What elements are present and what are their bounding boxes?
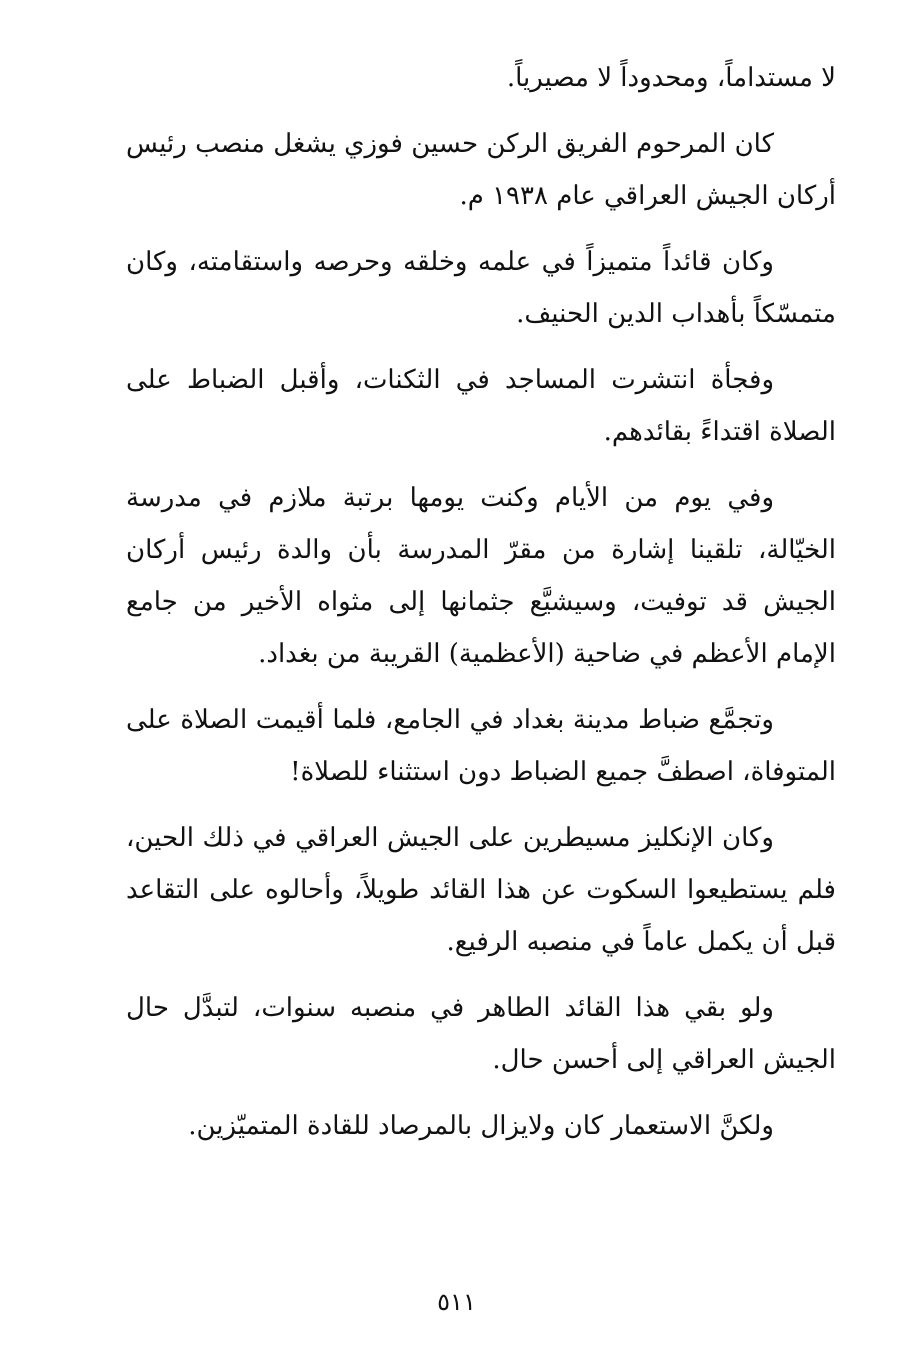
page-number: ٥١١ xyxy=(437,1288,476,1316)
paragraph-chief-of-staff: كان المرحوم الفريق الركن حسين فوزي يشغل منصب رئيس أركان الجيش العراقي عام ١٩٣٨ م. xyxy=(126,129,836,211)
paragraph-mother-funeral: وفي يوم من الأيام وكنت يومها برتبة ملازم في مدرسة الخيّالة، تلقينا إشارة من مقرّ المدرسة بأن والدة رئيس أركان الجيش قد توفيت، وسيشيَّع جثمانها إلى مثواه الأخير من جامع الإمام الأعظم في ضاحية (الأعظمية) القريبة من بغداد. xyxy=(126,483,836,669)
paragraph-officers-prayer: وتجمَّع ضباط مدينة بغداد في الجامع، فلما أقيمت الصلاة على المتوفاة، اصطفَّ جميع الضباط دون استثناء للصلاة! xyxy=(126,705,836,787)
body-text xyxy=(126,52,836,1166)
paragraph-british-retirement: وكان الإنكليز مسيطرين على الجيش العراقي في ذلك الحين، فلم يستطيعوا السكوت عن هذا القائد طويلاً، وأحالوه على التقاعد قبل أن يكمل عاماً في منصبه الرفيع. xyxy=(126,823,836,957)
paragraph-had-he-stayed: ولو بقي هذا القائد الطاهر في منصبه سنوات، لتبدَّل حال الجيش العراقي إلى أحسن حال. xyxy=(126,993,836,1075)
paragraph-continuation: لا مستداماً، ومحدوداً لا مصيرياً. xyxy=(506,63,836,93)
paragraph-colonialism: ولكنَّ الاستعمار كان ولايزال بالمرصاد للقادة المتميّزين. xyxy=(188,1111,774,1141)
paragraph-mosques-in-barracks: وفجأة انتشرت المساجد في الثكنات، وأقبل الضباط على الصلاة اقتداءً بقائدهم. xyxy=(126,365,836,447)
paragraph-distinguished-leader: وكان قائداً متميزاً في علمه وخلقه وحرصه واستقامته، وكان متمسّكاً بأهداب الدين الحنيف. xyxy=(126,247,836,329)
